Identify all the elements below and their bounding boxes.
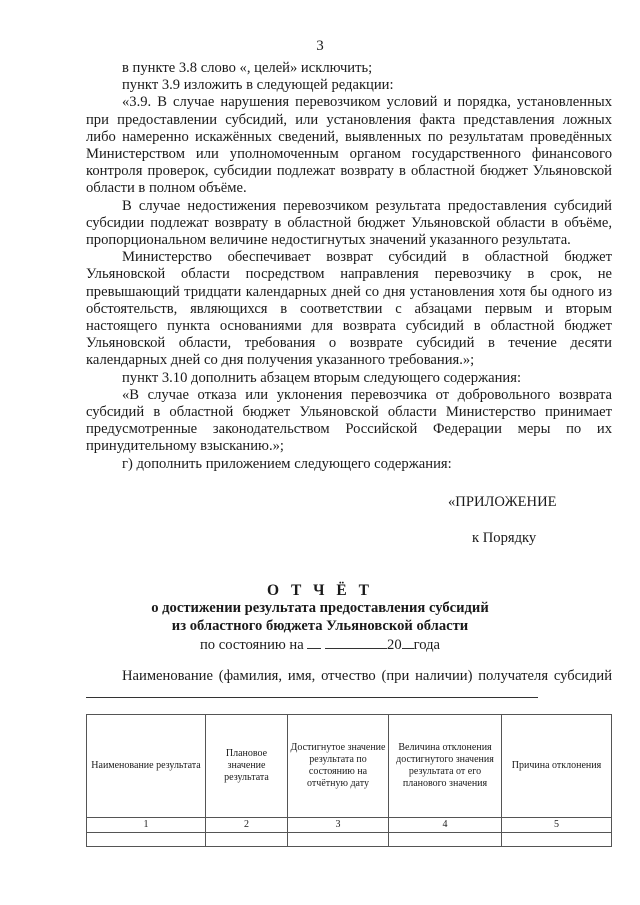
body-text	[86, 60, 612, 473]
recipient-field[interactable]	[86, 685, 538, 698]
header-deviation-reason: Причина отклонения	[502, 715, 612, 818]
date-month-field[interactable]	[325, 636, 387, 649]
table-header-row	[87, 715, 612, 818]
date-day-field[interactable]	[307, 636, 321, 649]
column-number: 4	[389, 818, 502, 833]
table-cell[interactable]	[288, 833, 389, 847]
report-title: О Т Ч Ё Т	[267, 582, 373, 599]
paragraph: Министерство обеспечивает возврат субсидий в областной бюджет Ульяновской области посредством направления перевозчику в срок, не превышающий тридцати календарных дней со дня установления хотя бы одного из обстоятельств, являющихся в соответствии с абзацами первым и вторым настоящего пункта основаниями для возврата субсидий в областной бюджет Ульяновской области, требования о возврате субсидий в течение десяти календарных дней со дня получения указанного требования.»;	[86, 249, 612, 369]
header-achieved-value: Достигнутое значение результата по состоянию на отчётную дату	[288, 715, 389, 818]
paragraph: В случае недостижения перевозчиком результата предоставления субсидий субсидии подлежат возврату в областной бюджет Ульяновской области в объёме, пропорциональном величине недостигнутых значений указанного результата.	[86, 197, 612, 249]
report-subtitle-1: о достижении результата предоставления субсидий	[151, 600, 489, 616]
date-prefix: по состоянию на	[199, 637, 304, 653]
paragraph: пункт 3.9 изложить в следующей редакции:	[122, 77, 394, 94]
appendix-label: «ПРИЛОЖЕНИЕ	[448, 494, 557, 510]
header-result-name: Наименование результата	[87, 715, 206, 818]
report-date	[0, 636, 640, 654]
date-year: 20	[387, 637, 402, 653]
table-cell[interactable]	[87, 833, 206, 847]
column-number: 2	[206, 818, 288, 833]
date-suffix: года	[413, 637, 441, 653]
paragraph: «3.9. В случае нарушения перевозчиком условий и порядка, установленных при предоставлении субсидий, или установления факта представления ложных либо намеренно искажённых сведений, выявленных по результатам проведённых Министерством или уполномоченным органом государственного финансового контроля проверок, субсидии подлежат возврату в областной бюджет Ульяновской области в полном объёме.	[86, 94, 612, 197]
table-number-row	[87, 818, 612, 833]
recipient-label: Наименование (фамилия, имя, отчество (при наличии) получателя субсидий	[122, 668, 612, 684]
paragraph: пункт 3.10 дополнить абзацем вторым следующего содержания:	[122, 369, 522, 386]
header-deviation: Величина отклонения достигнутого значения результата от его планового значения	[389, 715, 502, 818]
date-year-field[interactable]	[402, 636, 414, 649]
column-number: 3	[288, 818, 389, 833]
table-cell[interactable]	[502, 833, 612, 847]
recipient-line	[86, 668, 612, 703]
table-row	[87, 833, 612, 847]
appendix-to: к Порядку	[472, 530, 537, 546]
column-number: 5	[502, 818, 612, 833]
paragraph: «В случае отказа или уклонения перевозчика от добровольного возврата субсидий в областной бюджет Ульяновской области Министерство принимает предусмотренные законодательством Российской Федерации меры по их принудительному взысканию.»;	[86, 386, 612, 455]
paragraph: в пункте 3.8 слово «, целей» исключить;	[122, 60, 373, 76]
table-cell[interactable]	[206, 833, 288, 847]
paragraph: г) дополнить приложением следующего содержания:	[122, 455, 452, 472]
table-cell[interactable]	[389, 833, 502, 847]
header-planned-value: Плановое значение результата	[206, 715, 288, 818]
report-subtitle-2: из областного бюджета Ульяновской области	[171, 618, 469, 634]
page-number: 3	[316, 38, 324, 54]
column-number: 1	[87, 818, 206, 833]
results-table	[86, 714, 612, 847]
